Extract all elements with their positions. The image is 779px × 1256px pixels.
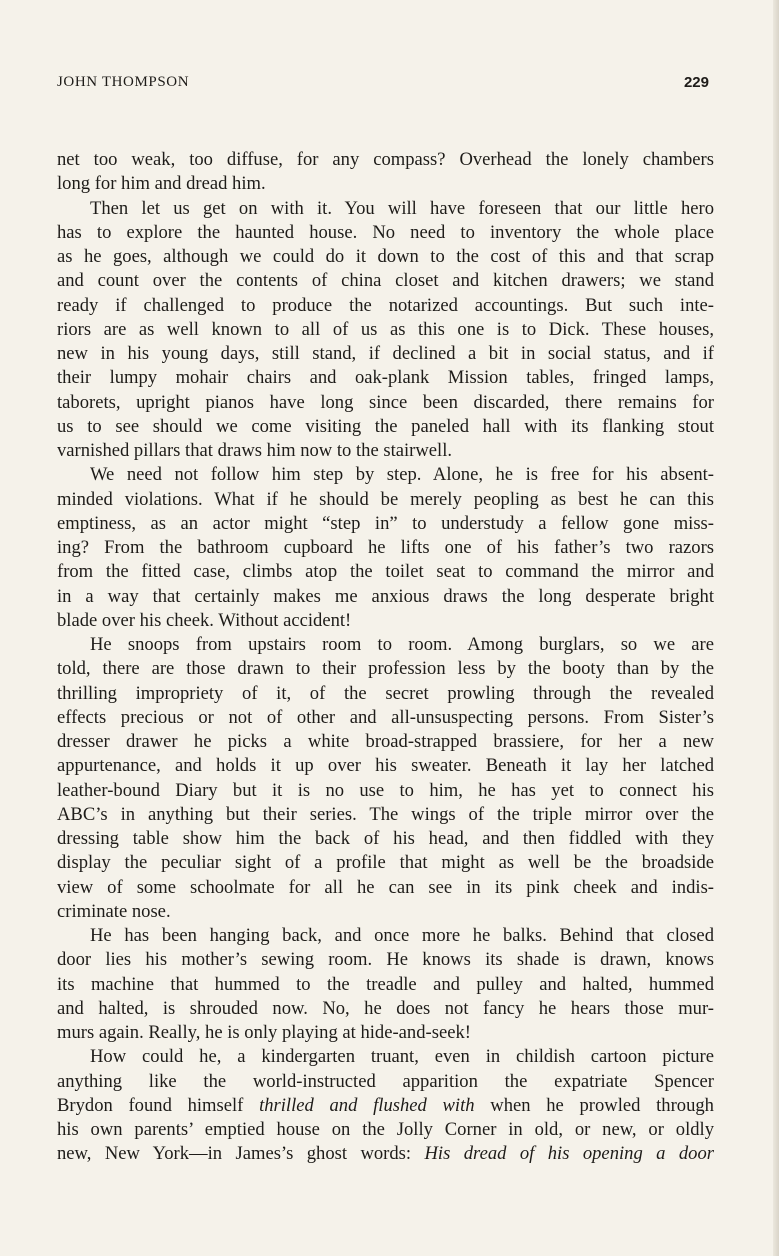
text-line: leather-bound Diary but it is no use to him, he has yet to connect his — [57, 779, 714, 801]
text-line: ing? From the bathroom cupboard he lifts one of his father’s two razors — [57, 537, 714, 558]
text-line: from the fitted case, climbs atop the toilet seat to command the mirror and — [57, 561, 714, 583]
text-line: Brydon found himself thrilled and flushed with when he prowled through — [57, 1094, 714, 1116]
text-line: new, New York—in James’s ghost words: His dread of his opening a door — [57, 1143, 714, 1165]
text-line: emptiness, as an actor might “step in” to understudy a fellow gone miss- — [57, 512, 714, 534]
text-line: and count over the contents of china closet and kitchen drawers; we stand — [57, 270, 714, 292]
text-line: door lies his mother’s sewing room. He knows its shade is drawn, knows — [57, 949, 714, 971]
text-line: us to see should we come visiting the paneled hall with its flanking stout — [57, 415, 714, 437]
text-line: dressing table show him the back of his head, and then fiddled with they — [57, 828, 714, 849]
text-line: blade over his cheek. Without accident! — [57, 609, 352, 631]
text-line: his own parents’ emptied house on the Jolly Corner in old, or new, or oldly — [57, 1119, 714, 1140]
text-line: and halted, is shrouded now. No, he does not fancy he hears those mur- — [57, 997, 714, 1019]
text-line: We need not follow him step by step. Alone, he is free for his absent- — [90, 464, 714, 486]
text-line: effects precious or not of other and all-unsuspecting persons. From Sister’s — [57, 706, 714, 728]
text-line: display the peculiar sight of a profile that might as well be the broadside — [57, 852, 714, 874]
running-head — [57, 74, 709, 96]
text-line: long for him and dread him. — [57, 173, 266, 195]
text-line: Then let us get on with it. You will have foreseen that our little hero — [90, 197, 714, 219]
text-line: He has been hanging back, and once more he balks. Behind that closed — [90, 925, 714, 946]
text-line: has to explore the haunted house. No need to inventory the whole place — [57, 221, 714, 243]
body-text — [57, 148, 714, 1167]
text-line: minded violations. What if he should be merely peopling as best he can this — [57, 488, 714, 510]
text-line: ready if challenged to produce the notarized accountings. But such inte- — [57, 294, 714, 316]
text-line: anything like the world-instructed apparition the expatriate Spencer — [57, 1070, 714, 1092]
text-line: thrilling impropriety of it, of the secret prowling through the revealed — [57, 682, 714, 704]
text-line: as he goes, although we could do it down to the cost of this and that scrap — [57, 246, 714, 267]
text-line: varnished pillars that draws him now to the stairwell. — [57, 440, 453, 461]
text-line: How could he, a kindergarten truant, even in childish cartoon picture — [90, 1046, 714, 1068]
page-edge — [773, 0, 779, 1256]
text-line: appurtenance, and holds it up over his sweater. Beneath it lay her latched — [57, 755, 714, 777]
page-number: 229 — [683, 74, 709, 91]
text-line: taborets, upright pianos have long since been discarded, there remains for — [57, 391, 714, 413]
text-line: dresser drawer he picks a white broad-strapped brassiere, for her a new — [57, 731, 714, 752]
text-line: riors are as well known to all of us as this one is to Dick. These houses, — [57, 318, 714, 340]
text-line: new in his young days, still stand, if declined a bit in social status, and if — [57, 343, 714, 364]
text-line: their lumpy mohair chairs and oak-plank Mission tables, fringed lamps, — [57, 367, 714, 389]
text-line: murs again. Really, he is only playing at hide-and-seek! — [57, 1022, 471, 1043]
text-line: its machine that hummed to the treadle and pulley and halted, hummed — [57, 973, 714, 995]
running-head-author: JOHN THOMPSON — [57, 74, 190, 90]
text-line: net too weak, too diffuse, for any compass? Overhead the lonely chambers — [57, 149, 714, 170]
text-line: ABC’s in anything but their series. The wings of the triple mirror over the — [57, 803, 714, 825]
text-line: in a way that certainly makes me anxious draws the long desperate bright — [57, 585, 714, 607]
text-line: criminate nose. — [57, 900, 171, 922]
italic-quote: thrilled and flushed with — [259, 1094, 475, 1116]
text-line: He snoops from upstairs room to room. Among burglars, so we are — [90, 634, 714, 655]
text-line: view of some schoolmate for all he can see in its pink cheek and indis- — [57, 876, 714, 898]
italic-quote: His dread of his opening a door — [424, 1143, 714, 1165]
text-line: told, there are those drawn to their profession less by the booty than by the — [57, 658, 714, 680]
